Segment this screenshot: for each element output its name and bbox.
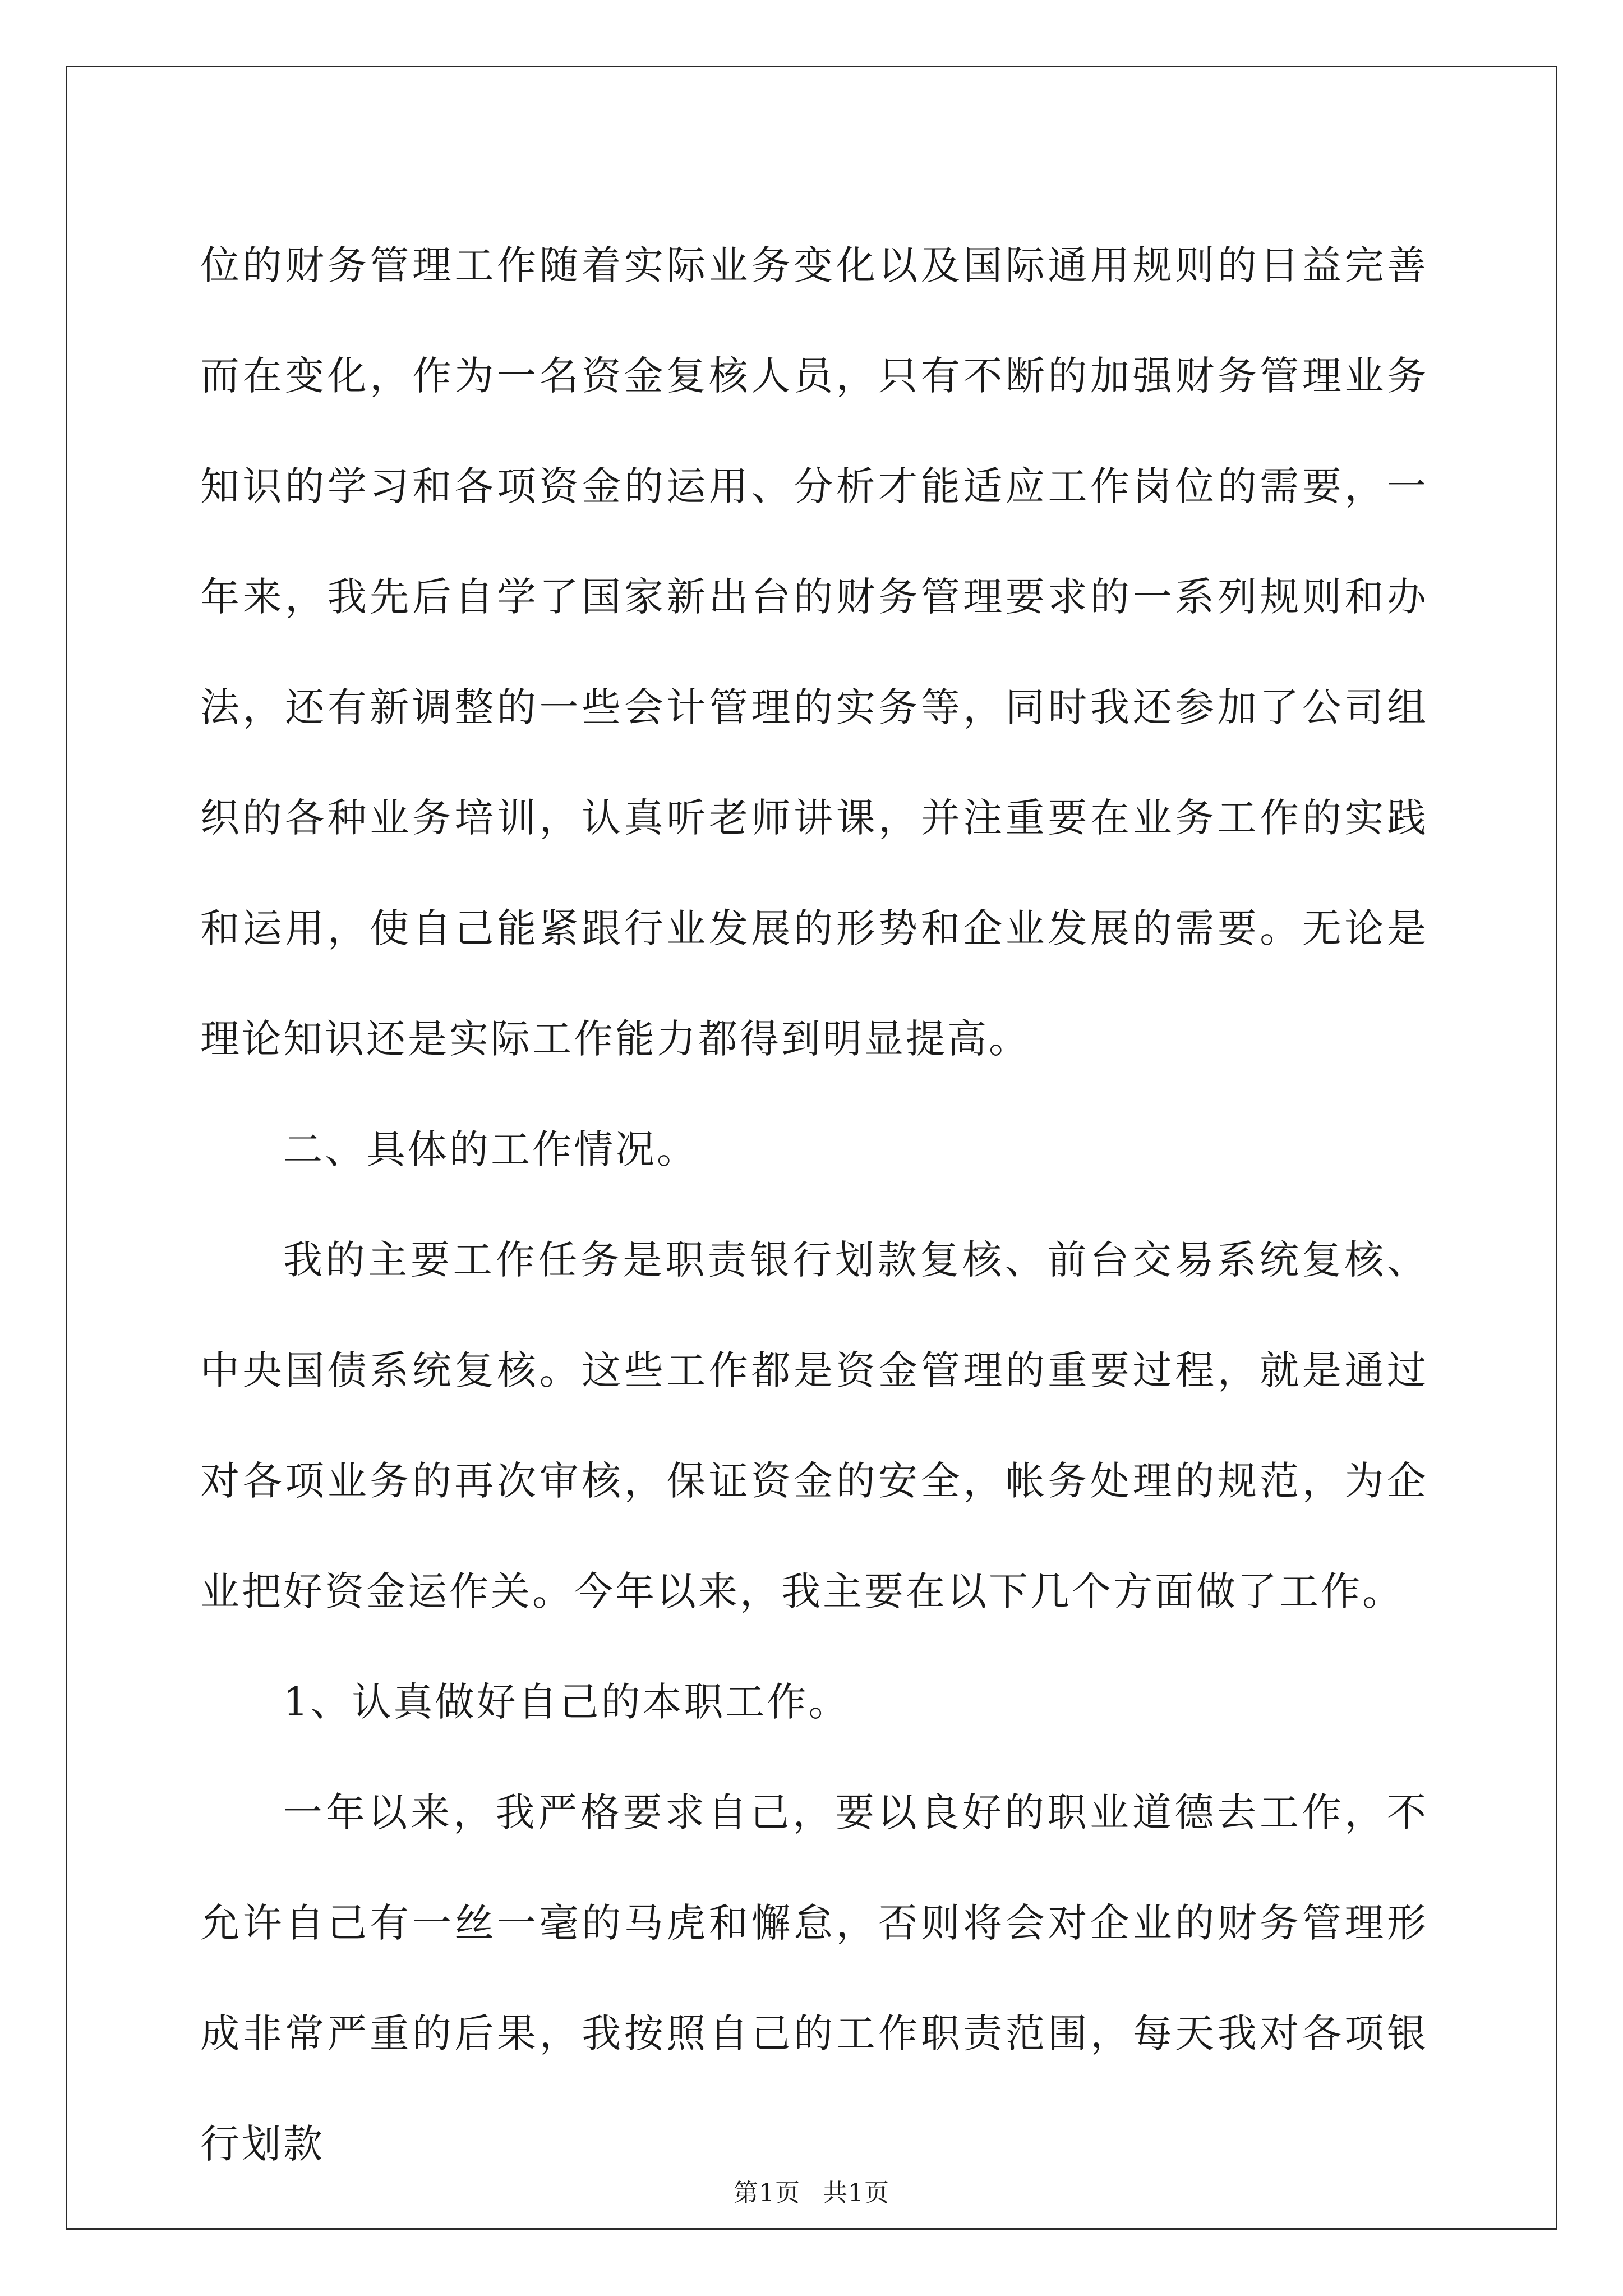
paragraph-2-heading: 二、具体的工作情况。 <box>283 1126 698 1172</box>
paragraph-4-subheading: 1、认真做好自己的本职工作。 <box>283 1679 850 1725</box>
page-footer <box>0 2177 1623 2210</box>
paragraph-5: 一年以来，我严格要求自己，要以良好的职业道德去工作，不允许自己有一丝一毫的马虎和懈怠，否则将会对企业的财务管理形成非常严重的后果，我按照自己的工作职责范围，每天我对各项银行划款 <box>200 1789 1428 2167</box>
paragraph-3: 我的主要工作任务是职责银行划款复核、前台交易系统复核、中央国债系统复核。这些工作都是资金管理的重要过程，就是通过对各项业务的再次审核，保证资金的安全，帐务处理的规范，为企业把好资金运作关。今年以来，我主要在以下几个方面做了工作。 <box>200 1237 1428 1614</box>
page-number-current: 第1页 <box>734 2179 800 2207</box>
paragraph-1: 位的财务管理工作随着实际业务变化以及国际通用规则的日益完善而在变化，作为一名资金复核人员，只有不断的加强财务管理业务知识的学习和各项资金的运用、分析才能适应工作岗位的需要，一年来，我先后自学了国家新出台的财务管理要求的一系列规则和办法，还有新调整的一些会计管理的实务等，同时我还参加了公司组织的各种业务培训，认真听老师讲课，并注重要在业务工作的实践和运用，使自己能紧跟行业发展的形势和企业发展的需要。无论是理论知识还是实际工作能力都得到明显提高。 <box>200 242 1428 1062</box>
page-number-total: 共1页 <box>823 2179 889 2207</box>
document-body <box>200 210 1428 2200</box>
